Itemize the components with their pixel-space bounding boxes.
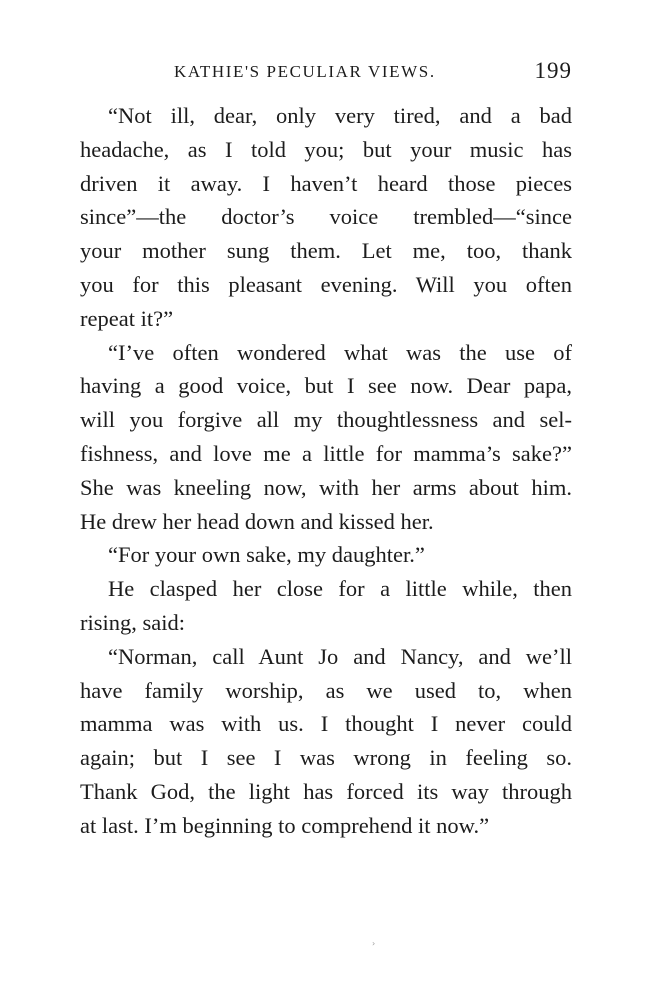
text-line: rising, said: [80,609,185,635]
body-text [80,99,572,843]
text-line: at last. I’m beginning to comprehend it now.” [80,812,490,838]
text-line: She was kneeling now, with her arms about him. [80,474,572,500]
text-line: having a good voice, but I see now. Dear papa, [80,373,572,399]
text-line: He drew her head down and kissed her. [80,508,434,534]
text-line: mamma was with us. I thought I never could [80,711,572,737]
text-line: “Not ill, dear, only very tired, and a bad [108,103,572,128]
text-line: you for this pleasant evening. Will you often [80,271,572,297]
text-line: have family worship, as we used to, when [80,677,572,703]
text-line: “I’ve often wondered what was the use of [108,339,572,365]
text-line: again; but I see I was wrong in feeling so. [80,745,572,771]
text-line: fishness, and love me a little for mamma’s sake?” [80,440,572,466]
text-line: since”—the doctor’s voice trembled—“since [80,204,572,230]
text-line: “Norman, call Aunt Jo and Nancy, and we’ll [108,643,572,669]
page-number: 199 [534,58,572,83]
text-line: Thank God, the light has forced its way through [80,778,572,804]
text-line: He clasped her close for a little while, then [108,576,572,602]
text-line: will you forgive all my thoughtlessness and sel- [80,407,572,433]
print-mark: › [372,939,376,948]
running-title: KATHIE'S PECULIAR VIEWS. [174,62,436,81]
text-line: “For your own sake, my daughter.” [108,542,425,568]
text-line: your mother sung them. Let me, too, thank [80,238,572,264]
text-line: driven it away. I haven’t heard those pieces [80,170,572,196]
text-line: headache, as I told you; but your music has [80,136,572,162]
text-line: repeat it?” [80,305,174,331]
running-head [80,58,572,88]
